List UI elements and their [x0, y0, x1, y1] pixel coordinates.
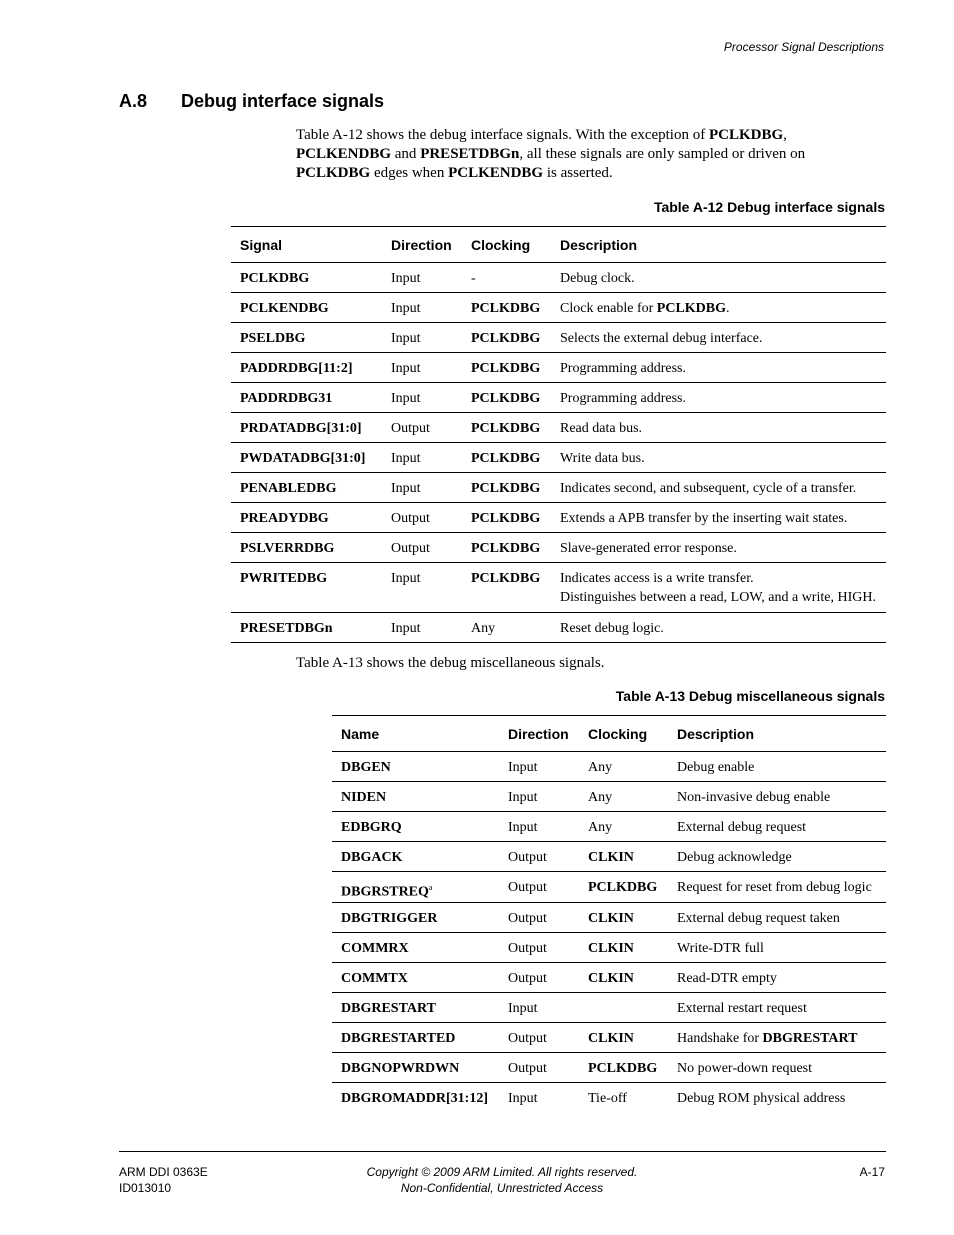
description-signal: PCLKDBG: [656, 301, 727, 316]
direction-cell: Input: [382, 383, 462, 413]
column-header: Direction: [382, 227, 462, 263]
signal-cell: PWRITEDBG: [231, 563, 382, 613]
description-text: Handshake for: [677, 1030, 763, 1046]
footer-doc-info: [119, 1164, 208, 1196]
clocking-cell: PCLKDBG: [462, 413, 551, 443]
description-cell: Debug enable: [668, 752, 886, 782]
clocking-cell: CLKIN: [579, 842, 668, 872]
direction-cell: Output: [499, 872, 579, 903]
name-cell: DBGACK: [332, 842, 499, 872]
description-cell: Reset debug logic.: [551, 613, 886, 643]
description-cell: Non-invasive debug enable: [668, 782, 886, 812]
intro-text: is asserted.: [543, 165, 613, 181]
intro-signal: PCLKENDBG: [448, 165, 544, 181]
intro-paragraph: [296, 126, 886, 183]
table-row: [332, 782, 886, 812]
direction-cell: Output: [499, 932, 579, 962]
footnote-mark: a: [428, 883, 433, 892]
clocking-cell: Any: [579, 782, 668, 812]
intro-text: ,: [783, 127, 787, 143]
debug-miscellaneous-signals-table: [332, 715, 886, 1112]
clocking-cell: Any: [579, 812, 668, 842]
table-header-row: [332, 716, 886, 752]
intro-signal: PRESETDBGn: [420, 146, 520, 162]
signal-cell: PENABLEDBG: [231, 473, 382, 503]
description-cell: Indicates second, and subsequent, cycle of a transfer.: [551, 473, 886, 503]
clocking-cell: PCLKDBG: [579, 1052, 668, 1082]
section-heading: [119, 91, 384, 112]
signal-name: DBGRSTREQ: [341, 884, 429, 900]
table-header-row: [231, 227, 886, 263]
column-header: Description: [668, 716, 886, 752]
table-row: [231, 323, 886, 353]
column-header: Name: [332, 716, 499, 752]
direction-cell: Input: [382, 563, 462, 613]
direction-cell: Output: [499, 1052, 579, 1082]
table-row: [332, 902, 886, 932]
table-row: [332, 932, 886, 962]
clocking-cell: PCLKDBG: [462, 443, 551, 473]
name-cell: DBGTRIGGER: [332, 902, 499, 932]
section-title: Debug interface signals: [181, 91, 385, 111]
table-row: [332, 962, 886, 992]
table-row: [231, 383, 886, 413]
clocking-cell: PCLKDBG: [462, 353, 551, 383]
name-cell: NIDEN: [332, 782, 499, 812]
signal-cell: PADDRDBG[11:2]: [231, 353, 382, 383]
description-cell: Slave-generated error response.: [551, 533, 886, 563]
name-cell: DBGRESTARTED: [332, 1022, 499, 1052]
signal-cell: PCLKDBG: [231, 263, 382, 293]
description-cell: Request for reset from debug logic: [668, 872, 886, 903]
direction-cell: Input: [382, 443, 462, 473]
table13-caption: Table A-13 Debug miscellaneous signals: [615, 688, 885, 704]
description-cell: Extends a APB transfer by the inserting wait states.: [551, 503, 886, 533]
table12-caption: Table A-12 Debug interface signals: [653, 199, 885, 215]
footer-divider: [119, 1151, 886, 1152]
table-row: [231, 443, 886, 473]
signal-cell: PSLVERRDBG: [231, 533, 382, 563]
column-header: Direction: [499, 716, 579, 752]
name-cell: DBGEN: [332, 752, 499, 782]
table-row: [231, 353, 886, 383]
direction-cell: Input: [382, 323, 462, 353]
table-row: [231, 503, 886, 533]
table-row: [332, 1052, 886, 1082]
clocking-cell: PCLKDBG: [462, 323, 551, 353]
signal-cell: PWDATADBG[31:0]: [231, 443, 382, 473]
doc-revision: ID013010: [119, 1181, 172, 1195]
name-cell: EDBGRQ: [332, 812, 499, 842]
direction-cell: Input: [382, 613, 462, 643]
direction-cell: Input: [499, 812, 579, 842]
table-row: [332, 752, 886, 782]
direction-cell: Input: [382, 263, 462, 293]
table-row: [231, 473, 886, 503]
column-header: Clocking: [462, 227, 551, 263]
direction-cell: Input: [382, 353, 462, 383]
direction-cell: Input: [499, 782, 579, 812]
table-row: [332, 812, 886, 842]
column-header: Signal: [231, 227, 382, 263]
intro-text: , all these signals are only sampled or driven on: [519, 146, 806, 162]
clocking-cell: [579, 992, 668, 1022]
description-cell: [551, 293, 886, 323]
signal-cell: PRDATADBG[31:0]: [231, 413, 382, 443]
description-cell: Selects the external debug interface.: [551, 323, 886, 353]
debug-interface-signals-table: [231, 226, 886, 643]
description-cell: Read-DTR empty: [668, 962, 886, 992]
intro-text: edges when: [370, 165, 449, 181]
table-row: [231, 533, 886, 563]
signal-cell: PADDRDBG31: [231, 383, 382, 413]
clocking-cell: CLKIN: [579, 902, 668, 932]
description-text: .: [726, 301, 730, 316]
description-cell: [668, 1022, 886, 1052]
description-cell: [551, 563, 886, 613]
signal-cell: PCLKENDBG: [231, 293, 382, 323]
signal-cell: PREADYDBG: [231, 503, 382, 533]
description-cell: External restart request: [668, 992, 886, 1022]
direction-cell: Input: [499, 992, 579, 1022]
description-cell: Debug clock.: [551, 263, 886, 293]
table-row: [231, 293, 886, 323]
clocking-cell: Tie-off: [579, 1082, 668, 1112]
clocking-cell: PCLKDBG: [462, 383, 551, 413]
direction-cell: Output: [382, 533, 462, 563]
section-number: A.8: [119, 91, 148, 111]
table-row: [332, 1082, 886, 1112]
direction-cell: Output: [382, 503, 462, 533]
description-cell: Debug acknowledge: [668, 842, 886, 872]
clocking-cell: CLKIN: [579, 1022, 668, 1052]
direction-cell: Output: [499, 902, 579, 932]
description-cell: Write-DTR full: [668, 932, 886, 962]
intro-text: Table A-12 shows the debug interface signals. With the exception of: [296, 127, 709, 143]
description-text: Clock enable for: [560, 301, 657, 316]
direction-cell: Input: [499, 1082, 579, 1112]
doc-id: ARM DDI 0363E: [119, 1165, 208, 1179]
running-header: Processor Signal Descriptions: [723, 40, 884, 54]
clocking-cell: PCLKDBG: [579, 872, 668, 903]
table-row: [231, 563, 886, 613]
name-cell: COMMRX: [332, 932, 499, 962]
name-cell: [332, 872, 499, 903]
direction-cell: Input: [382, 473, 462, 503]
description-cell: No power-down request: [668, 1052, 886, 1082]
copyright-notice: Copyright © 2009 ARM Limited. All rights reserved.: [366, 1165, 638, 1179]
description-cell: Read data bus.: [551, 413, 886, 443]
name-cell: DBGRESTART: [332, 992, 499, 1022]
description-line: Distinguishes between a read, LOW, and a write, HIGH.: [560, 590, 876, 605]
direction-cell: Input: [499, 752, 579, 782]
footer-legal: [300, 1164, 704, 1196]
clocking-cell: CLKIN: [579, 962, 668, 992]
table-row: [231, 263, 886, 293]
signal-cell: PRESETDBGn: [231, 613, 382, 643]
direction-cell: Output: [499, 842, 579, 872]
column-header: Description: [551, 227, 886, 263]
signal-cell: PSELDBG: [231, 323, 382, 353]
description-cell: External debug request taken: [668, 902, 886, 932]
table-row: [332, 842, 886, 872]
intro-signal: PCLKDBG: [708, 127, 784, 143]
description-cell: Debug ROM physical address: [668, 1082, 886, 1112]
clocking-cell: Any: [579, 752, 668, 782]
clocking-cell: CLKIN: [579, 932, 668, 962]
description-cell: Write data bus.: [551, 443, 886, 473]
direction-cell: Output: [499, 1022, 579, 1052]
description-cell: External debug request: [668, 812, 886, 842]
name-cell: DBGNOPWRDWN: [332, 1052, 499, 1082]
table-row: [231, 613, 886, 643]
access-notice: Non-Confidential, Unrestricted Access: [400, 1181, 604, 1195]
name-cell: COMMTX: [332, 962, 499, 992]
table-row: [332, 1022, 886, 1052]
column-header: Clocking: [579, 716, 668, 752]
description-cell: Programming address.: [551, 383, 886, 413]
clocking-cell: PCLKDBG: [462, 473, 551, 503]
mid-paragraph: Table A-13 shows the debug miscellaneous signals.: [296, 655, 605, 671]
clocking-cell: PCLKDBG: [462, 503, 551, 533]
intro-signal: PCLKDBG: [296, 165, 371, 181]
table-row: [231, 413, 886, 443]
clocking-cell: PCLKDBG: [462, 293, 551, 323]
direction-cell: Output: [499, 962, 579, 992]
direction-cell: Output: [382, 413, 462, 443]
description-signal: DBGRESTART: [762, 1030, 858, 1046]
clocking-cell: PCLKDBG: [462, 563, 551, 613]
clocking-cell: Any: [462, 613, 551, 643]
table-row: [332, 992, 886, 1022]
intro-text: and: [391, 146, 421, 162]
description-cell: Programming address.: [551, 353, 886, 383]
clocking-cell: -: [462, 263, 551, 293]
clocking-cell: PCLKDBG: [462, 533, 551, 563]
direction-cell: Input: [382, 293, 462, 323]
table-row: [332, 872, 886, 903]
page-number: A-17: [859, 1165, 885, 1179]
name-cell: DBGROMADDR[31:12]: [332, 1082, 499, 1112]
intro-signal: PCLKENDBG: [296, 146, 392, 162]
description-line: Indicates access is a write transfer.: [560, 571, 754, 586]
